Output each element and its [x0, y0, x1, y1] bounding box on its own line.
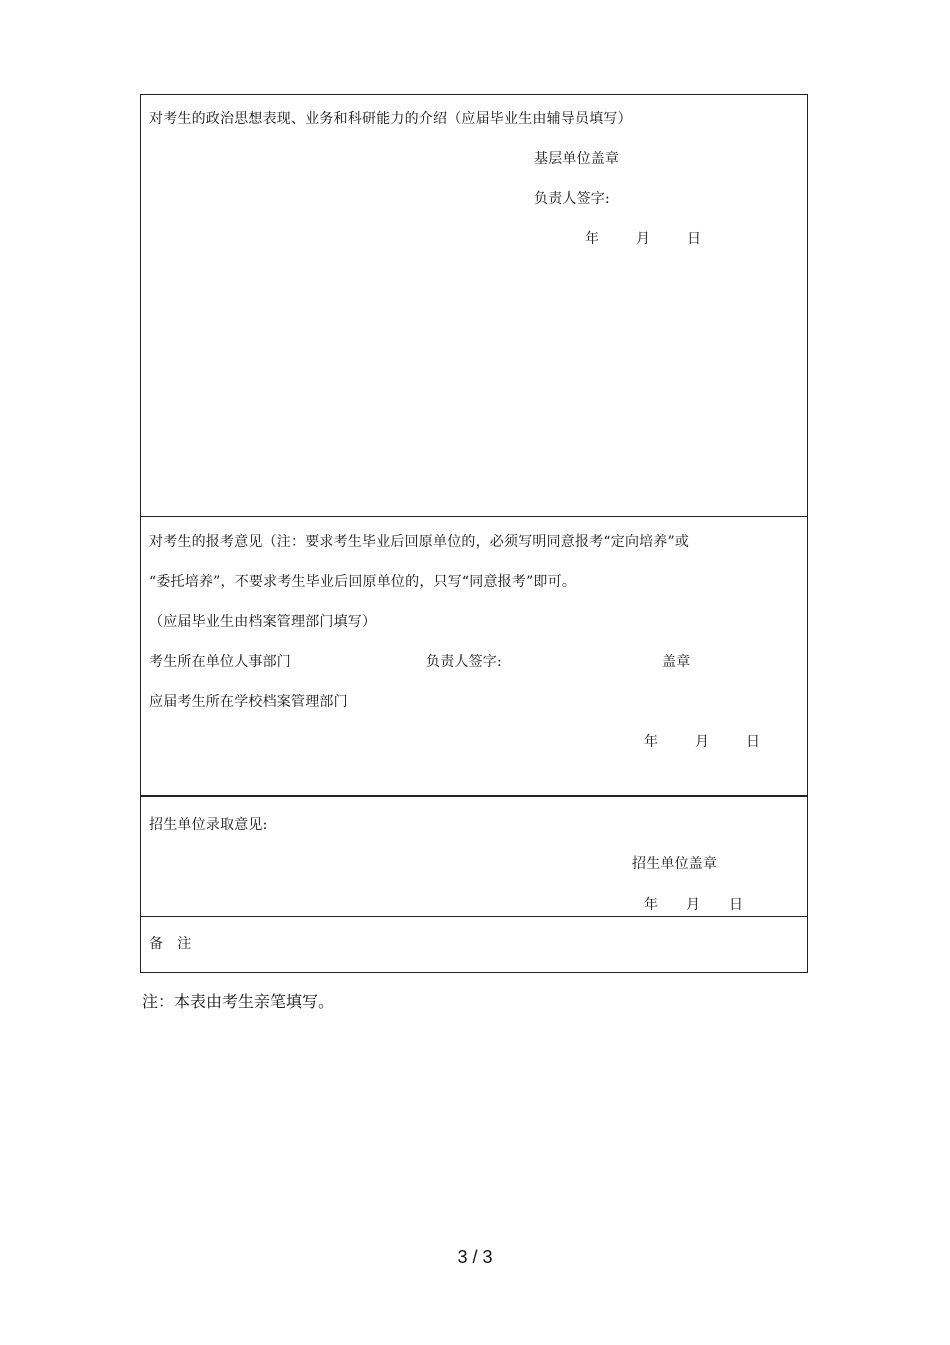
- political-assessment-section: [141, 95, 807, 517]
- seal-label: 盖章: [662, 654, 691, 670]
- signature-label: 负责人签字:: [534, 191, 610, 207]
- signature-label: 负责人签字:: [426, 654, 502, 670]
- application-form-table: [140, 94, 808, 973]
- year-label: 年: [644, 897, 659, 913]
- year-label: 年: [585, 231, 600, 247]
- remarks-label: 备 注: [149, 936, 192, 952]
- opinion-instructions-line2: “委托培养”，不要求考生毕业后回原单位的，只写“同意报考”即可。: [149, 574, 577, 590]
- month-label: 月: [636, 231, 651, 247]
- political-assessment-heading: 对考生的政治思想表现、业务和科研能力的介绍（应届毕业生由辅导员填写）: [149, 111, 632, 127]
- admission-opinion-section: [141, 797, 807, 917]
- unit-seal-label: 基层单位盖章: [534, 151, 620, 167]
- month-label: 月: [695, 734, 710, 750]
- application-opinion-section: [141, 517, 807, 797]
- admission-unit-seal-label: 招生单位盖章: [632, 856, 718, 872]
- day-label: 日: [746, 734, 761, 750]
- date-line: [644, 733, 774, 751]
- page-number: 3 / 3: [457, 1247, 493, 1267]
- date-line: [585, 230, 715, 248]
- day-label: 日: [729, 897, 744, 913]
- remarks-section: [141, 917, 807, 974]
- month-label: 月: [686, 897, 701, 913]
- personnel-dept-label: 考生所在单位人事部门: [149, 654, 291, 670]
- footer-note: 注：本表由考生亲笔填写。: [142, 992, 335, 1011]
- opinion-instructions-line1: 对考生的报考意见（注：要求考生毕业后回原单位的，必须写明同意报考“定向培养”或: [149, 534, 690, 550]
- admission-opinion-heading: 招生单位录取意见:: [149, 817, 268, 833]
- opinion-instructions-line3: （应届毕业生由档案管理部门填写）: [149, 614, 377, 630]
- day-label: 日: [687, 231, 702, 247]
- year-label: 年: [644, 734, 659, 750]
- date-line: [644, 896, 764, 914]
- school-archive-dept-label: 应届考生所在学校档案管理部门: [149, 694, 348, 710]
